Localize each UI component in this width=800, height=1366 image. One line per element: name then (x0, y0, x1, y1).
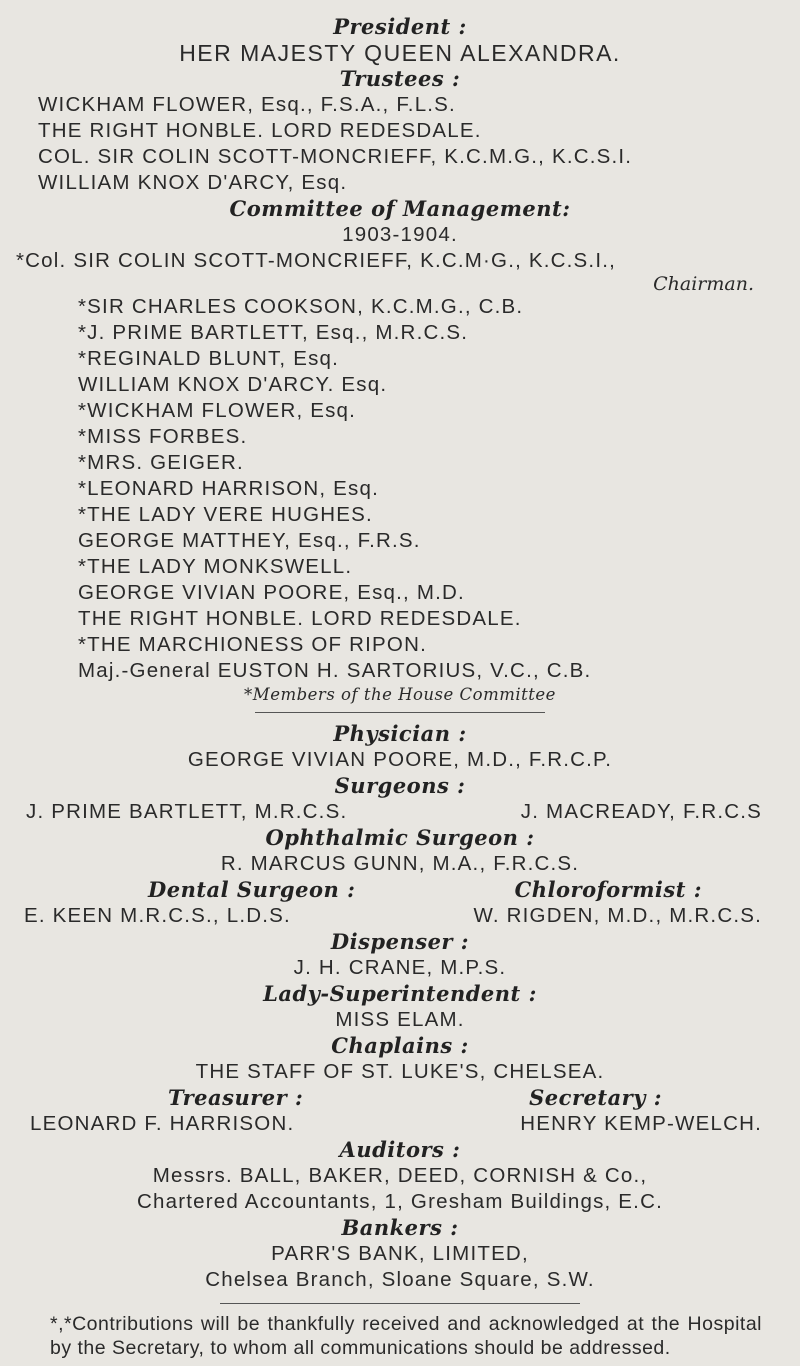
house-committee-note: *Members of the House Committee (244, 685, 556, 704)
bankers-line-1: PARR'S BANK, LIMITED, (271, 1242, 529, 1265)
committee-member: *LEONARD HARRISON, Esq. (78, 477, 379, 500)
committee-member: *THE MARCHIONESS OF RIPON. (78, 633, 427, 656)
trustee-item: WILLIAM KNOX D'ARCY, Esq. (38, 171, 348, 194)
committee-member: *REGINALD BLUNT, Esq. (78, 347, 340, 370)
auditors-heading: Auditors : (339, 1137, 461, 1162)
committee-chairman-role: Chairman. (653, 273, 754, 295)
bankers-line-2: Chelsea Branch, Sloane Square, S.W. (205, 1268, 595, 1291)
committee-member: GEORGE VIVIAN POORE, Esq., M.D. (78, 581, 465, 604)
bankers-heading: Bankers : (341, 1215, 459, 1240)
section-divider (255, 712, 545, 713)
physician-name: GEORGE VIVIAN POORE, M.D., F.R.C.P. (187, 748, 613, 771)
dispenser-name: J. H. CRANE, M.P.S. (293, 956, 507, 979)
ophthalmic-name: R. MARCUS GUNN, M.A., F.R.C.S. (220, 852, 580, 875)
surgeon-right: J. MACREADY, F.R.C.S (520, 800, 762, 823)
committee-member: *MISS FORBES. (78, 425, 248, 448)
committee-chairman-name: *Col. SIR COLIN SCOTT-MONCRIEFF, K.C.M·G., K.C.S.I., (16, 249, 617, 272)
committee-member: GEORGE MATTHEY, Esq., F.R.S. (78, 529, 421, 552)
ophthalmic-heading: Ophthalmic Surgeon : (265, 825, 535, 850)
treasurer-name: LEONARD F. HARRISON. (30, 1112, 295, 1135)
committee-member: Maj.-General EUSTON H. SARTORIUS, V.C., C.B. (78, 659, 592, 682)
lady-superintendent-heading: Lady-Superintendent : (263, 981, 537, 1006)
committee-member: *THE LADY MONKSWELL. (78, 555, 353, 578)
committee-member: WILLIAM KNOX D'ARCY. Esq. (78, 373, 388, 396)
trustee-item: WICKHAM FLOWER, Esq., F.S.A., F.L.S. (38, 93, 456, 116)
committee-member: *J. PRIME BARTLETT, Esq., M.R.C.S. (78, 321, 469, 344)
auditors-line-1: Messrs. BALL, BAKER, DEED, CORNISH & Co., (152, 1164, 648, 1187)
chaplains-heading: Chaplains : (331, 1033, 469, 1058)
contributions-note: *,*Contributions will be thankfully received and acknowledged at the Hospital by the Secretary, to whom all communications should be addressed. (50, 1313, 762, 1359)
dispenser-heading: Dispenser : (330, 929, 470, 954)
trustees-heading: Trustees : (339, 66, 461, 91)
dental-heading: Dental Surgeon : (148, 877, 356, 902)
dental-name: E. KEEN M.R.C.S., L.D.S. (24, 904, 291, 927)
chloroformist-heading: Chloroformist : (514, 877, 702, 902)
committee-members-list (38, 294, 762, 684)
surgeons-row (26, 799, 762, 825)
committee-member: *SIR CHARLES COOKSON, K.C.M.G., C.B. (78, 295, 524, 318)
chloroformist-block (473, 877, 762, 929)
treasurer-block (30, 1085, 304, 1137)
trustees-list (38, 92, 762, 196)
trustee-item: COL. SIR COLIN SCOTT-MONCRIEFF, K.C.M.G., K.C.S.I. (38, 145, 633, 168)
secretary-block (520, 1085, 762, 1137)
secretary-heading: Secretary : (529, 1085, 662, 1110)
treasurer-heading: Treasurer : (168, 1085, 304, 1110)
surgeons-heading: Surgeons : (334, 773, 466, 798)
dental-chloroformist-row (24, 877, 762, 929)
lady-superintendent-name: MISS ELAM. (335, 1008, 465, 1031)
president-heading: President : (333, 14, 467, 39)
secretary-name: HENRY KEMP-WELCH. (520, 1112, 762, 1135)
chaplains-name: THE STAFF OF ST. LUKE'S, CHELSEA. (195, 1060, 605, 1083)
committee-member: *WICKHAM FLOWER, Esq. (78, 399, 357, 422)
committee-heading: Committee of Management: (229, 196, 571, 221)
committee-member: THE RIGHT HONBLE. LORD REDESDALE. (78, 607, 522, 630)
physician-heading: Physician : (333, 721, 467, 746)
president-name: HER MAJESTY QUEEN ALEXANDRA. (179, 40, 621, 66)
chloroformist-name: W. RIGDEN, M.D., M.R.C.S. (473, 904, 762, 927)
committee-years: 1903-1904. (342, 223, 458, 246)
committee-member: *MRS. GEIGER. (78, 451, 244, 474)
trustee-item: THE RIGHT HONBLE. LORD REDESDALE. (38, 119, 482, 142)
treasurer-secretary-row (30, 1085, 762, 1137)
committee-member: *THE LADY VERE HUGHES. (78, 503, 373, 526)
dental-block (24, 877, 356, 929)
auditors-line-2: Chartered Accountants, 1, Gresham Buildings, E.C. (137, 1190, 663, 1213)
surgeon-left: J. PRIME BARTLETT, M.R.C.S. (26, 800, 348, 823)
footer-divider (220, 1303, 580, 1304)
